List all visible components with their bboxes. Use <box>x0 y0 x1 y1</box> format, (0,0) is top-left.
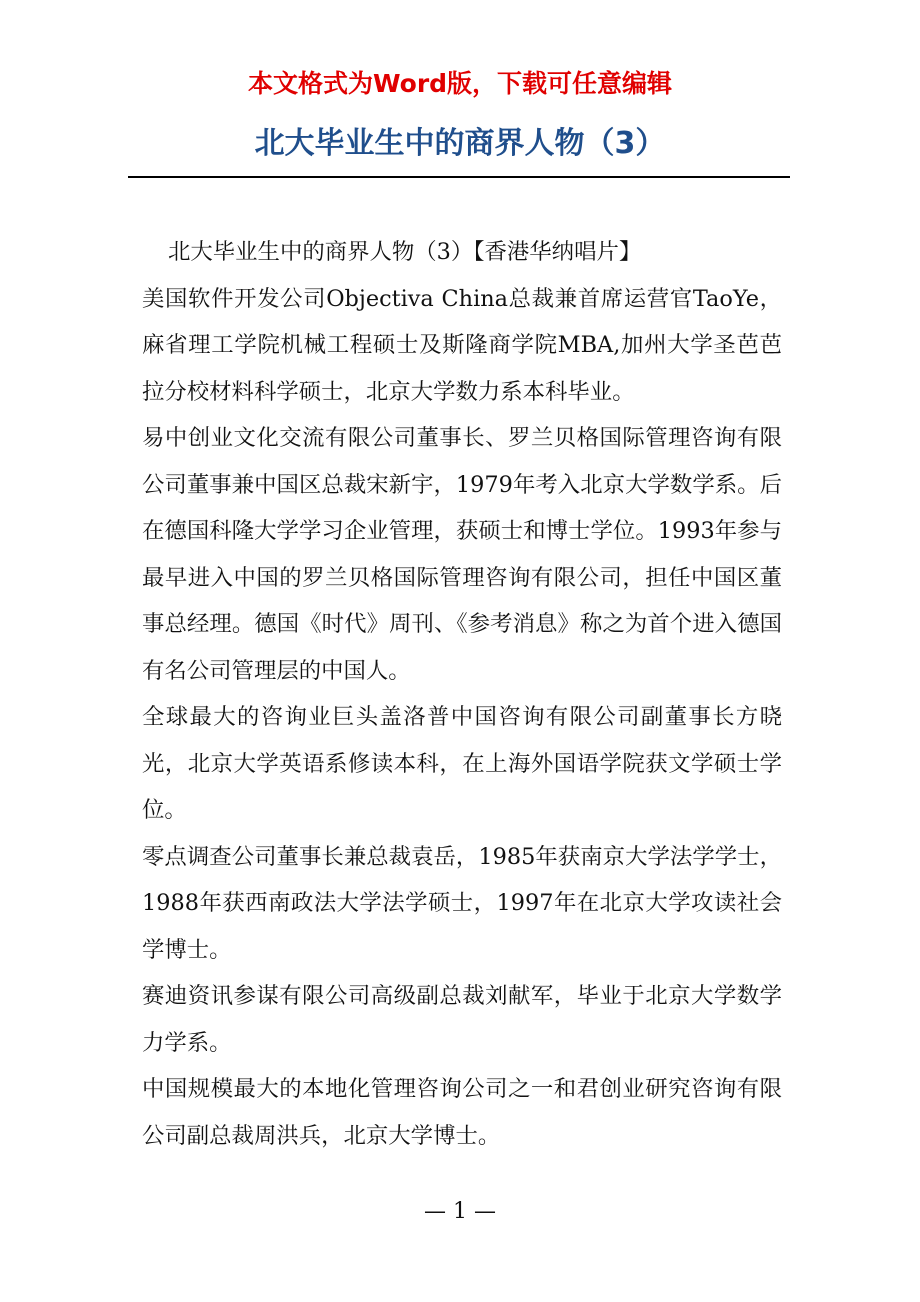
article-body <box>142 229 782 1159</box>
paragraph-song-xinyu: 易中创业文化交流有限公司董事长、罗兰贝格国际管理咨询有限公司董事兼中国区总裁宋新宇，1979年考入北京大学数学系。后在德国科隆大学学习企业管理，获硕士和博士学位。1993年参与最早进入中国的罗兰贝格国际管理咨询有限公司，担任中国区董事总经理。德国《时代》周刊、《参考消息》称之为首个进入德国有名公司管理层的中国人。 <box>142 425 782 684</box>
paragraph-fang-xiaoguang: 全球最大的咨询业巨头盖洛普中国咨询有限公司副董事长方晓光，北京大学英语系修读本科，在上海外国语学院获文学硕士学位。 <box>142 704 782 823</box>
paragraph-liu-xianjun: 赛迪资讯参谋有限公司高级副总裁刘献军，毕业于北京大学数学力学系。 <box>142 983 782 1056</box>
paragraph-taoye: 美国软件开发公司Objectiva China总裁兼首席运营官TaoYe，麻省理工学院机械工程硕士及斯隆商学院MBA,加州大学圣芭芭拉分校材料科学硕士，北京大学数力系本科毕业。 <box>142 285 782 405</box>
document-title: 北大毕业生中的商界人物（3） <box>254 126 666 161</box>
paragraph-zhou-hongbing: 中国规模最大的本地化管理咨询公司之一和君创业研究咨询有限公司副总裁周洪兵，北京大学博士。 <box>142 1076 782 1149</box>
page-number: — 1 — <box>424 1199 496 1224</box>
paragraph-intro: 北大毕业生中的商界人物（3）【香港华纳唱片】 <box>168 239 642 265</box>
title-divider <box>128 176 790 178</box>
format-notice: 本文格式为Word版，下载可任意编辑 <box>247 69 673 98</box>
paragraph-yuan-yue: 零点调查公司董事长兼总裁袁岳，1985年获南京大学法学学士，1988年获西南政法大学法学硕士，1997年在北京大学攻读社会学博士。 <box>142 843 782 963</box>
